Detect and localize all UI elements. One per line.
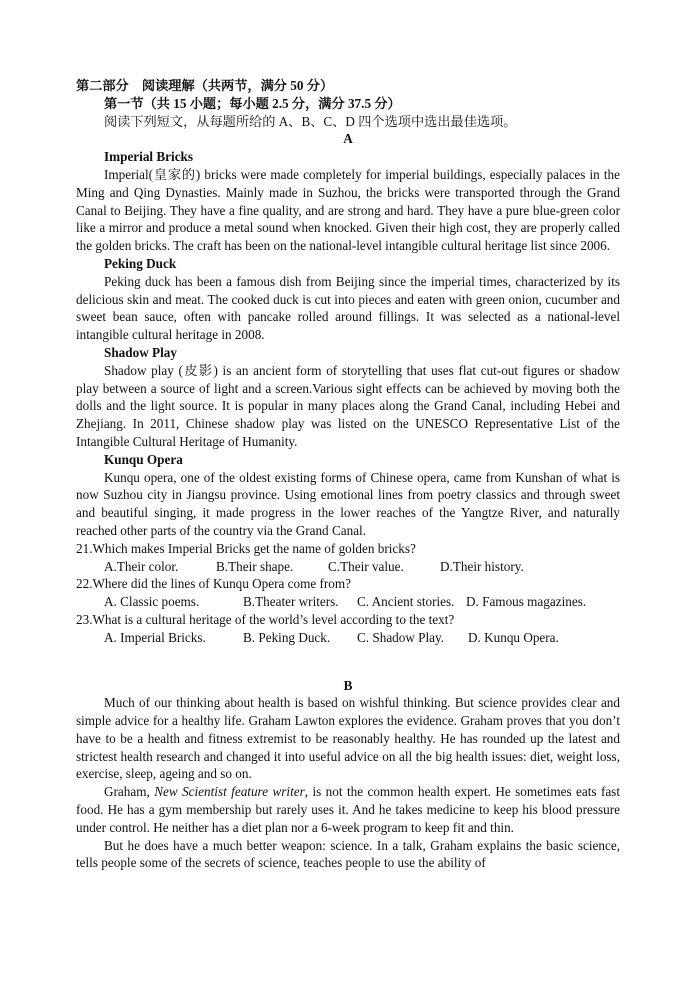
item-heading-peking-duck: Peking Duck [104, 255, 177, 271]
p2-italic: New Scientist feature writer [154, 784, 305, 800]
p2-rest: , is not the common health expert. He sometimes eats fast food. He has a gym membership but rarely uses it. And he takes medicine to keep his blood pressure under control. He neither has a diet plan nor a 6-week program to keep fit and thin. [76, 784, 620, 835]
passage-a-item [76, 451, 620, 540]
passage-a-item [76, 255, 620, 344]
section-title: 第二部分 阅读理解（共两节，满分 50 分） [76, 78, 334, 93]
question-options [76, 558, 620, 576]
option-a[interactable]: A. Imperial Bricks. [104, 629, 206, 645]
option-d[interactable]: D.Their history. [440, 558, 524, 574]
option-a[interactable]: A.Their color. [104, 558, 179, 574]
option-b[interactable]: B.Theater writers. [243, 594, 339, 610]
question-options [76, 629, 620, 647]
item-heading-imperial-bricks: Imperial Bricks [104, 149, 194, 165]
passage-a-item [76, 344, 620, 451]
option-c[interactable]: C. Ancient stories. [357, 594, 455, 610]
passage-a-label: A [343, 131, 353, 147]
item-heading-kunqu-opera: Kunqu Opera [104, 451, 183, 467]
option-c[interactable]: C. Shadow Play. [357, 629, 445, 645]
option-d[interactable]: D. Kunqu Opera. [468, 629, 559, 645]
option-d[interactable]: D. Famous magazines. [466, 594, 587, 610]
question-stem: 23.What is a cultural heritage of the world’s level according to the text? [76, 611, 455, 627]
passage-b-label: B [343, 677, 353, 693]
question-options [76, 593, 620, 611]
question-22 [76, 575, 620, 611]
option-b[interactable]: B.Their shape. [216, 558, 294, 574]
passage-b-paragraph-2 [76, 783, 620, 836]
question-stem: 21.Which makes Imperial Bricks get the name of golden bricks? [76, 540, 416, 556]
passage-a-item [76, 148, 620, 255]
section-gap [76, 647, 620, 677]
exam-page [76, 77, 620, 872]
item-text-kunqu-opera: Kunqu opera, one of the oldest existing forms of Chinese opera, came from Kunshan of what is now Suzhou city in Jiangsu province. Using emotional lines from poetry classics and through sweet and beautiful singing, it made progress in the lower reaches of the Yangtze River, and naturally reached other parts of the country via the Grand Canal. [76, 469, 620, 538]
item-text-shadow-play: Shadow play (皮影) is an ancient form of storytelling that uses flat cut-out figures or shadow play between a source of light and a screen.Various sight effects can be achieved by moving both the dolls and the light source. It is popular in many places along the Grand Canal, including Hebei and Zhejiang. In 2011, Chinese shadow play was listed on the UNESCO Representative List of the Intangible Cultural Heritage of Humanity. [76, 362, 620, 449]
option-b[interactable]: B. Peking Duck. [243, 629, 331, 645]
passage-b-paragraph-1: Much of our thinking about health is based on wishful thinking. But science provides clear and simple advice for a healthy life. Graham Lawton explores the evidence. Graham proves that you don’t have to be a health and fitness extremist to be reasonably healthy. He has rounded up the latest and strictest health research and changed it into useful advice on all the big health issues: diet, weight loss, exercise, sleep, ageing and so on. [76, 695, 620, 782]
option-a[interactable]: A. Classic poems. [104, 594, 200, 610]
passage-b-paragraph-3: But he does have a much better weapon: science. In a talk, Graham explains the basic science, tells people some of the secrets of science, teaches people to use the ability of [76, 837, 620, 871]
section-instruction: 阅读下列短文，从每题所给的 A、B、C、D 四个选项中选出最佳选项。 [104, 113, 517, 129]
item-text-imperial-bricks: Imperial(皇家的) bricks were made completely for imperial buildings, especially palaces in the Ming and Qing Dynasties. Mainly made in Suzhou, the bricks were transported through the Grand Canal to Beijing. They have a fine quality, and are strong and hard. They have a pure blue-green color like a mirror and produce a metal sound when knocked. Given their high cost, they are properly called the golden bricks. The craft has been on the national-level intangible cultural heritage list since 2006. [76, 166, 620, 254]
question-stem: 22.Where did the lines of Kunqu Opera come from? [76, 576, 352, 592]
section-subtitle: 第一节（共 15 小题；每小题 2.5 分，满分 37.5 分） [104, 95, 401, 111]
item-text-peking-duck: Peking duck has been a famous dish from Beijing since the imperial times, characterized by its delicious skin and meat. The cooked duck is cut into pieces and eaten with green onion, cucumber and sweet bean sauce, often with pancake rolled around fillings. It was selected as a national-level intangible cultural heritage in 2008. [76, 273, 620, 343]
item-heading-shadow-play: Shadow Play [104, 344, 177, 360]
question-23 [76, 611, 620, 647]
option-c[interactable]: C.Their value. [328, 558, 404, 574]
p2-lead: Graham, [104, 784, 155, 800]
question-21 [76, 540, 620, 576]
